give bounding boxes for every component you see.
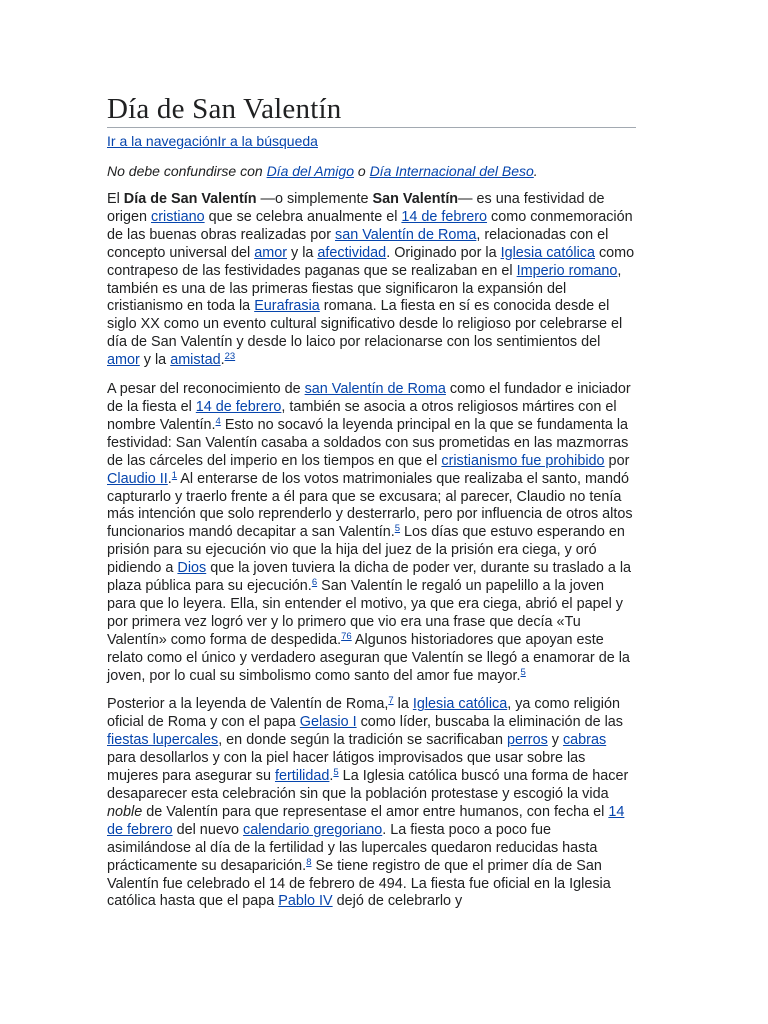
article-link[interactable]: fertilidad [274, 768, 330, 785]
body-text: — es una festividad de origen [107, 191, 605, 225]
reference-link[interactable]: 4 [215, 415, 221, 427]
body-text: . [329, 768, 334, 785]
article-link[interactable]: afectividad [317, 244, 387, 261]
body-text: , también es una de las primeras fiestas que significaron la expansión del cristianismo en toda la [107, 262, 622, 315]
hatnote [107, 162, 636, 180]
body-text: para desollarlos y con la piel hacer látigos improvisados que usar sobre las mujeres para asegurar su [107, 750, 586, 785]
body-text: por [604, 452, 630, 469]
reference-link[interactable]: 5 [394, 523, 401, 535]
reference-link[interactable]: 5 [333, 767, 339, 779]
article-link[interactable]: Iglesia católica [500, 244, 595, 261]
body-text: que la joven tuviera la dicha de poder ver, durante su traslado a la plaza pública para su ejecución. [107, 560, 632, 595]
body-text: . La fiesta poco a poco fue asimilándose al día de la fertilidad y las lupercales quedaron reducidas hasta prácticamente su desaparición. [107, 821, 598, 874]
bold-term: Día de San Valentín [123, 191, 257, 207]
hatnote-text: No debe confundirse con [107, 163, 267, 179]
body-text: como conmemoración de las buenas obras realizadas por [107, 208, 633, 243]
article-link[interactable]: Dios [177, 560, 207, 577]
article-link[interactable]: amor [107, 352, 140, 369]
body-text: A pesar del reconocimiento de [107, 381, 305, 398]
article-link[interactable]: cristiano [151, 208, 205, 225]
body-text: de Valentín para que representase el amor entre humanos, con fecha el [142, 803, 609, 820]
reference-superscript [225, 351, 236, 362]
italic-term: noble [107, 803, 143, 820]
body-text: como contrapeso de las festividades paganas que se realizaban en el [107, 244, 635, 279]
article-link[interactable]: calendario gregoriano [243, 821, 383, 838]
body-text: y la [287, 244, 318, 261]
article-link[interactable]: san Valentín de Roma [304, 381, 446, 398]
reference-link[interactable]: 5 [520, 666, 526, 678]
body-text: —o simplemente [256, 191, 373, 207]
article-link[interactable]: Gelasio I [299, 714, 357, 731]
article-link[interactable]: 14 de febrero [195, 398, 282, 415]
paragraph [107, 191, 636, 370]
reference-superscript [521, 667, 526, 678]
body-text: , en donde según la tradición se sacrificaban [218, 732, 507, 749]
article-link[interactable]: perros [506, 732, 548, 749]
body-text: Algunos historiadores que apoyan este relato como el único y verdadero aseguran que Valentín se llegó a enamorar de la joven, por lo cual su simbolismo como santo del amor fue mayor. [107, 631, 630, 684]
article-link[interactable]: cristianismo fue prohibido [441, 452, 605, 469]
reference-link[interactable]: 76 [341, 630, 352, 642]
body-text: Posterior a la leyenda de Valentín de Roma, [107, 696, 389, 713]
article-link[interactable]: san Valentín de Roma [335, 226, 477, 243]
article-link[interactable]: amistad [170, 352, 221, 369]
page-title: Día de San Valentín [107, 93, 636, 128]
body-text: que se celebra anualmente el [204, 208, 402, 225]
body-text: Los días que estuvo esperando en prisión para su ejecución vio que la hija del juez de la prisión era ciega, y oró pidiendo a [107, 524, 625, 577]
body-text: . [167, 470, 172, 487]
body-text: , también se asocia a otros religiosos mártires con el nombre Valentín. [107, 398, 617, 433]
skip-to-search-link[interactable]: Ir a la búsqueda [217, 133, 318, 149]
article-link[interactable]: amor [254, 244, 287, 261]
reference-link[interactable]: 7 [388, 695, 394, 707]
article-link[interactable]: Claudio II [107, 470, 168, 487]
paragraph [107, 696, 636, 911]
reference-superscript [341, 631, 352, 642]
article-link[interactable]: Eurafrasia [254, 298, 320, 315]
hatnote-text: o [353, 163, 370, 179]
body-text: y [547, 732, 563, 749]
article-link[interactable]: 14 de febrero [401, 208, 488, 225]
article-link[interactable]: Iglesia católica [412, 696, 508, 713]
article-link[interactable]: fiestas lupercales [107, 732, 219, 749]
body-text: Al enterarse de los votos matrimoniales que realizaba el santo, mandó capturarlo y traerlo frente a él para que se excusara; al parecer, Claudio no tenía más intención que solo reprenderlo y desterrarlo, pero por influencia de otros altos funcionarios mandó decapitar a san Valentín. [107, 470, 633, 541]
body-text: Se tiene registro de que el primer día de San Valentín fue celebrado el 14 de febrero de 494. La fiesta fue oficial en la Iglesia católica hasta que el papa [107, 857, 611, 910]
body-text: La Iglesia católica buscó una forma de hacer desaparecer esta celebración sin que la población protestase y escogió la vida [107, 768, 629, 802]
body-text: y la [139, 352, 171, 369]
body-text: El [107, 191, 124, 207]
article-link[interactable]: 14 de febrero [107, 803, 625, 838]
body-text: romana. La fiesta en sí es conocida desde el siglo XX como un evento cultural significativo desde lo religioso por celebrarse el día de San Valentín y desde lo laico por relacionarse con los sentimientos del [107, 298, 623, 351]
body-text: . Originado por la [386, 244, 501, 261]
body-text: como líder, buscaba la eliminación de las [356, 714, 623, 731]
hatnote-link-dia-del-beso[interactable]: Día Internacional del Beso [369, 163, 534, 179]
article-link[interactable]: Pablo IV [278, 893, 333, 910]
article-link[interactable]: Imperio romano [516, 262, 618, 279]
body-text: dejó de celebrarlo y [332, 893, 463, 910]
body-text: como el fundador e iniciador de la fiesta el [107, 381, 631, 415]
skip-links [107, 132, 636, 150]
reference-link[interactable]: 23 [224, 351, 236, 363]
hatnote-text: . [533, 163, 538, 179]
article-body [107, 191, 636, 911]
article-link[interactable]: cabras [562, 732, 607, 749]
body-text: San Valentín le regaló un papelillo a la joven para que lo leyera. Ella, sin entender el motivo, ya que era ciega, abrió el papel y por primera vez logró ver y lo primero que vio era una frase que decía «Tu Valentín» como forma de despedida. [107, 578, 623, 648]
skip-to-navigation-link[interactable]: Ir a la navegación [107, 133, 218, 149]
body-text: , ya como religión oficial de Roma y con el papa [107, 696, 620, 731]
body-text: , relacionadas con el concepto universal del [107, 226, 609, 261]
body-text: la [393, 696, 413, 713]
reference-link[interactable]: 8 [306, 856, 312, 868]
body-text: del nuevo [172, 821, 244, 838]
bold-term: San Valentín [372, 191, 459, 207]
body-text: . [220, 352, 225, 369]
reference-link[interactable]: 6 [311, 577, 318, 589]
paragraph [107, 381, 636, 685]
reference-link[interactable]: 1 [171, 469, 178, 481]
body-text: Esto no socavó la leyenda principal en la que se fundamenta la festividad: San Valentín casaba a soldados con sus prometidas en las mazmorras de las cárceles del imperio en los tiempos en que el [107, 416, 629, 469]
hatnote-link-dia-del-amigo[interactable]: Día del Amigo [266, 163, 354, 179]
